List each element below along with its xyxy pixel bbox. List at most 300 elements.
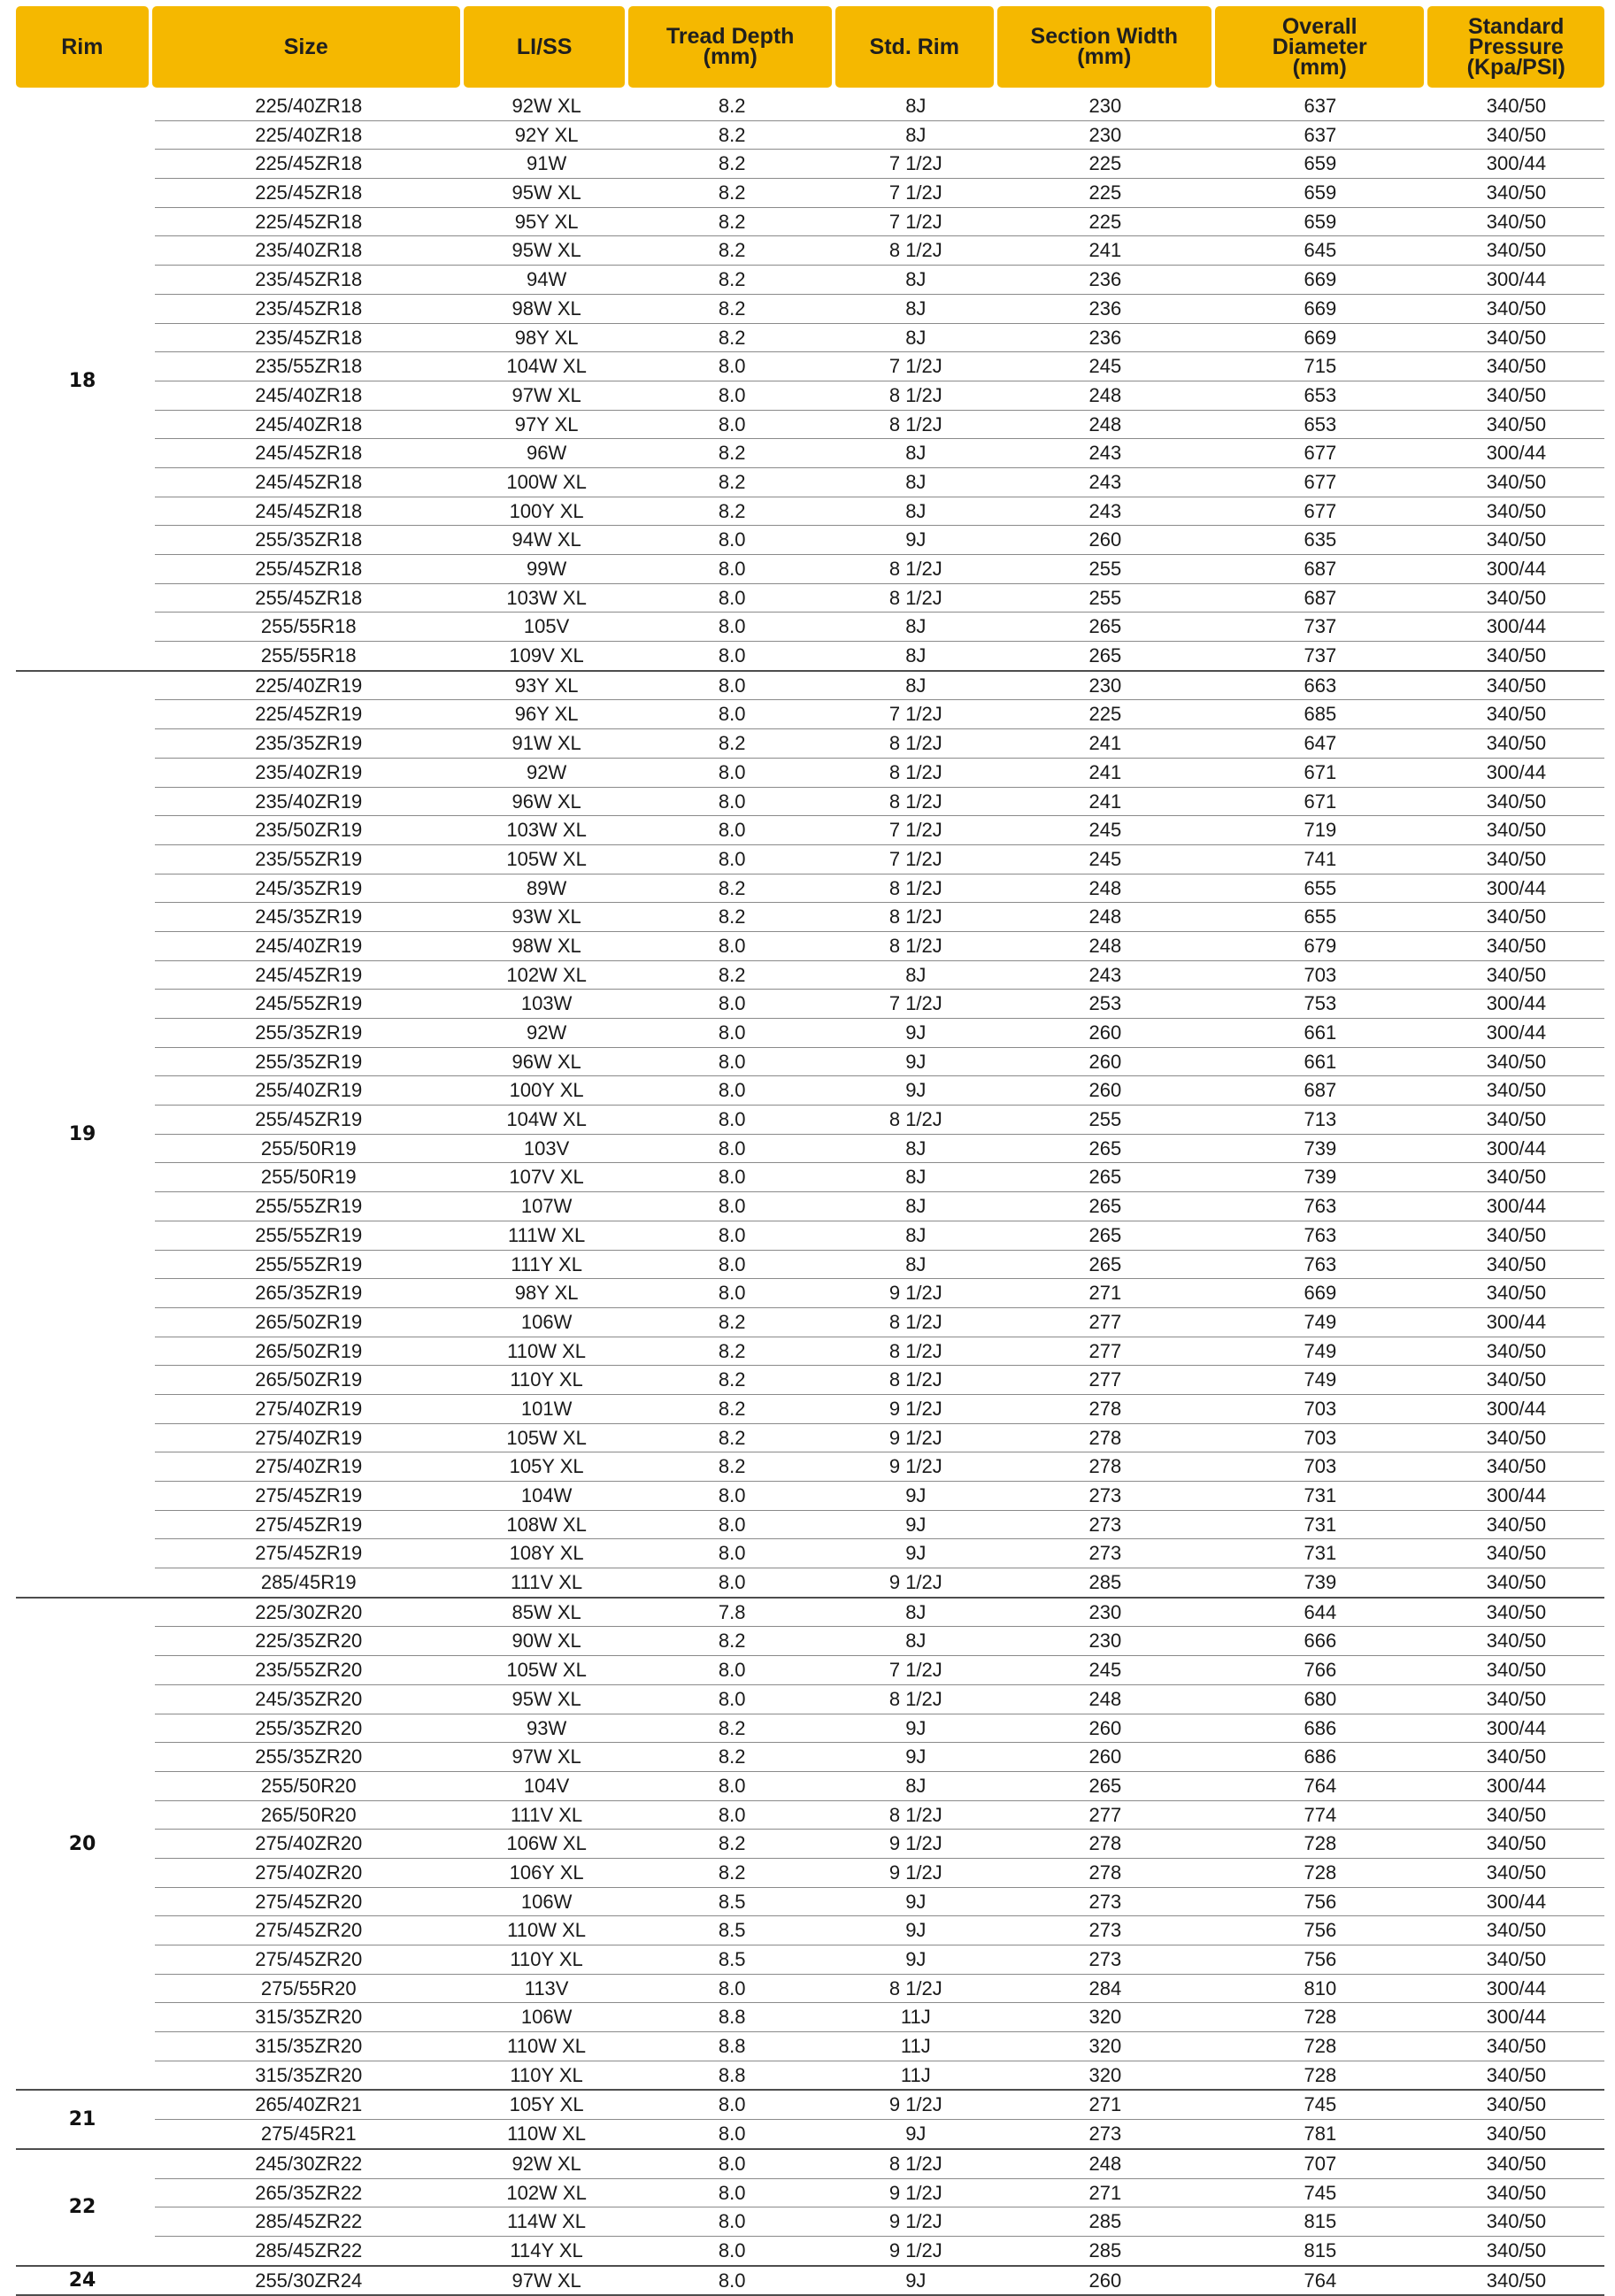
overall-diameter-cell: 669: [1304, 1282, 1337, 1305]
tread-depth-cell: 8.2: [718, 470, 746, 493]
size-cell: 245/35ZR19: [255, 905, 363, 928]
li-ss-cell: 98W XL: [511, 934, 581, 957]
section-width-cell: 277: [1088, 1803, 1122, 1826]
tread-depth-cell: 8.2: [718, 95, 746, 117]
li-ss-cell: 104W XL: [506, 355, 587, 378]
rim-label: 24: [68, 2269, 96, 2292]
overall-diameter-cell: 687: [1304, 1079, 1337, 1102]
li-ss-cell: 96Y XL: [514, 703, 579, 726]
standard-pressure-cell: 340/50: [1486, 1861, 1547, 1884]
overall-diameter-cell: 703: [1304, 963, 1337, 986]
std-rim-cell: 7 1/2J: [888, 181, 942, 204]
table-row: [155, 1627, 1604, 1656]
size-cell: 245/40ZR19: [255, 934, 363, 957]
table-row: [155, 555, 1604, 584]
li-ss-cell: 93Y XL: [514, 674, 579, 697]
size-cell: 275/45ZR19: [255, 1513, 363, 1536]
size-cell: 255/55R18: [260, 644, 357, 667]
rim-label: 19: [68, 1122, 96, 1145]
section-width-cell: 260: [1088, 1079, 1122, 1102]
li-ss-cell: 95W XL: [511, 239, 581, 262]
li-ss-cell: 104W: [520, 1484, 573, 1506]
tread-depth-cell: 8.0: [718, 790, 746, 813]
section-width-cell: 278: [1088, 1832, 1122, 1855]
std-rim-cell: 8J: [905, 1136, 927, 1160]
size-cell: 225/45ZR18: [255, 152, 363, 175]
overall-diameter-cell: 677: [1304, 442, 1337, 465]
table-row: [155, 1106, 1604, 1135]
overall-diameter-cell: 731: [1304, 1542, 1337, 1565]
table-row: [155, 845, 1604, 874]
section-width-cell: 243: [1088, 470, 1122, 493]
size-cell: 255/50R20: [260, 1774, 357, 1797]
rim-group-21: [16, 2091, 1604, 2149]
tread-depth-cell: 8.0: [718, 644, 746, 667]
tread-depth-cell: 8.2: [718, 1455, 746, 1478]
standard-pressure-cell: 340/50: [1486, 703, 1547, 726]
overall-diameter-cell: 749: [1304, 1310, 1337, 1333]
header-tread-depth: Tread Depth (mm): [628, 6, 831, 88]
overall-diameter-cell: 687: [1304, 558, 1337, 580]
std-rim-cell: 8 1/2J: [888, 558, 942, 580]
size-cell: 265/50R20: [260, 1803, 357, 1826]
size-cell: 255/35ZR18: [255, 528, 363, 551]
table-body: [16, 92, 1604, 2296]
section-width-cell: 260: [1088, 1050, 1122, 1073]
li-ss-cell: 111V XL: [511, 1803, 583, 1826]
size-cell: 265/50ZR19: [255, 1339, 363, 1362]
overall-diameter-cell: 677: [1304, 470, 1337, 493]
section-width-cell: 265: [1088, 1136, 1122, 1160]
rim-group-22: [16, 2150, 1604, 2267]
standard-pressure-cell: 340/50: [1486, 905, 1547, 928]
section-width-cell: 236: [1088, 297, 1122, 320]
section-width-cell: 230: [1088, 1600, 1122, 1623]
overall-diameter-cell: 703: [1304, 1397, 1337, 1420]
table-row: [155, 1048, 1604, 1077]
size-cell: 255/50R19: [260, 1166, 357, 1189]
tread-depth-cell: 8.2: [718, 1339, 746, 1362]
tread-depth-cell: 8.0: [718, 1513, 746, 1536]
std-rim-cell: 9J: [905, 1021, 927, 1044]
li-ss-cell: 114W XL: [507, 2210, 587, 2233]
section-width-cell: 320: [1088, 2063, 1122, 2086]
li-ss-cell: 105Y XL: [509, 1455, 584, 1478]
table-row: [155, 1975, 1604, 2004]
table-row: [155, 526, 1604, 555]
li-ss-cell: 100Y XL: [509, 1079, 584, 1102]
std-rim-cell: 8J: [905, 499, 927, 522]
li-ss-cell: 92W XL: [511, 95, 581, 117]
table-row: [155, 1135, 1604, 1164]
size-cell: 245/40ZR18: [255, 412, 363, 435]
standard-pressure-cell: 340/50: [1486, 2035, 1547, 2058]
standard-pressure-cell: 340/50: [1486, 2181, 1547, 2204]
size-cell: 275/45R21: [260, 2123, 357, 2146]
std-rim-cell: 8J: [905, 1195, 927, 1218]
section-width-cell: 273: [1088, 1919, 1122, 1942]
overall-diameter-cell: 737: [1304, 615, 1337, 638]
table-row: [155, 1482, 1604, 1511]
size-cell: 245/45ZR19: [255, 963, 363, 986]
section-width-cell: 255: [1088, 586, 1122, 609]
standard-pressure-cell: 340/50: [1486, 790, 1547, 813]
std-rim-cell: 8J: [905, 470, 927, 493]
standard-pressure-cell: 340/50: [1486, 297, 1547, 320]
std-rim-cell: 8J: [905, 326, 927, 349]
std-rim-cell: 8 1/2J: [888, 2152, 942, 2175]
standard-pressure-cell: 340/50: [1486, 355, 1547, 378]
section-width-cell: 245: [1088, 1659, 1122, 1682]
std-rim-cell: 8J: [905, 268, 927, 291]
size-cell: 275/40ZR19: [255, 1426, 363, 1449]
section-width-cell: 278: [1088, 1397, 1122, 1420]
li-ss-cell: 91W XL: [511, 732, 581, 755]
table-row: [155, 208, 1604, 237]
header-section-width: Section Width (mm): [997, 6, 1211, 88]
section-width-cell: 265: [1088, 1774, 1122, 1797]
li-ss-cell: 110W XL: [507, 1339, 587, 1362]
standard-pressure-cell: 340/50: [1486, 1426, 1547, 1449]
standard-pressure-cell: 340/50: [1486, 1339, 1547, 1362]
li-ss-cell: 110Y XL: [510, 2063, 583, 2086]
size-cell: 245/30ZR22: [255, 2152, 363, 2175]
standard-pressure-cell: 340/50: [1486, 1571, 1547, 1594]
tread-depth-cell: 8.2: [718, 499, 746, 522]
size-cell: 255/50R19: [260, 1136, 357, 1160]
overall-diameter-cell: 739: [1304, 1166, 1337, 1189]
table-row: [155, 381, 1604, 411]
table-row: [155, 2091, 1604, 2120]
table-row: [155, 439, 1604, 468]
overall-diameter-cell: 737: [1304, 644, 1337, 667]
table-row: [155, 266, 1604, 295]
li-ss-cell: 89W: [526, 876, 567, 899]
table-row: [155, 1337, 1604, 1367]
tread-depth-cell: 8.2: [718, 963, 746, 986]
std-rim-cell: 8J: [905, 644, 927, 667]
table-row: [155, 1656, 1604, 1685]
li-ss-cell: 85W XL: [511, 1600, 581, 1623]
standard-pressure-cell: 300/44: [1486, 1397, 1547, 1420]
standard-pressure-cell: 340/50: [1486, 2063, 1547, 2086]
overall-diameter-cell: 739: [1304, 1136, 1337, 1160]
std-rim-cell: 9J: [905, 1079, 927, 1102]
overall-diameter-cell: 653: [1304, 412, 1337, 435]
standard-pressure-cell: 340/50: [1486, 2152, 1547, 2175]
li-ss-cell: 95Y XL: [514, 210, 579, 233]
tread-depth-cell: 8.0: [718, 1195, 746, 1218]
section-width-cell: 278: [1088, 1455, 1122, 1478]
section-width-cell: 253: [1088, 992, 1122, 1015]
overall-diameter-cell: 749: [1304, 1339, 1337, 1362]
table-row: [155, 1308, 1604, 1337]
section-width-cell: 260: [1088, 1021, 1122, 1044]
overall-diameter-cell: 655: [1304, 876, 1337, 899]
size-cell: 235/55ZR19: [255, 847, 363, 870]
std-rim-cell: 9 1/2J: [888, 1861, 942, 1884]
overall-diameter-cell: 669: [1304, 297, 1337, 320]
std-rim-cell: 9J: [905, 1484, 927, 1506]
standard-pressure-cell: 340/50: [1486, 499, 1547, 522]
section-width-cell: 260: [1088, 528, 1122, 551]
standard-pressure-cell: 340/50: [1486, 210, 1547, 233]
overall-diameter-cell: 666: [1304, 1630, 1337, 1653]
table-row: [155, 2179, 1604, 2208]
tread-depth-cell: 8.0: [718, 1252, 746, 1275]
std-rim-cell: 8J: [905, 674, 927, 697]
tread-depth-cell: 8.0: [718, 2123, 746, 2146]
rim-group-rows: [155, 2091, 1604, 2147]
tread-depth-cell: 8.0: [718, 1571, 746, 1594]
li-ss-cell: 93W XL: [511, 905, 581, 928]
overall-diameter-cell: 719: [1304, 819, 1337, 842]
std-rim-cell: 8 1/2J: [888, 1339, 942, 1362]
size-cell: 275/40ZR20: [255, 1832, 363, 1855]
li-ss-cell: 105V: [523, 615, 570, 638]
section-width-cell: 248: [1088, 412, 1122, 435]
standard-pressure-cell: 340/50: [1486, 1108, 1547, 1131]
table-row: [155, 932, 1604, 961]
size-cell: 255/35ZR19: [255, 1050, 363, 1073]
std-rim-cell: 8 1/2J: [888, 586, 942, 609]
rim-label: 22: [68, 2196, 96, 2219]
section-width-cell: 265: [1088, 1166, 1122, 1189]
section-width-cell: 248: [1088, 383, 1122, 406]
std-rim-cell: 8J: [905, 442, 927, 465]
table-row: [155, 1801, 1604, 1830]
overall-diameter-cell: 731: [1304, 1513, 1337, 1536]
size-cell: 235/45ZR18: [255, 268, 363, 291]
size-cell: 255/35ZR19: [255, 1021, 363, 1044]
li-ss-cell: 95W XL: [511, 1687, 581, 1710]
li-ss-cell: 110W XL: [507, 2035, 587, 2058]
table-row: [155, 613, 1604, 642]
table-row: [155, 788, 1604, 817]
overall-diameter-cell: 647: [1304, 732, 1337, 755]
std-rim-cell: 9J: [905, 1542, 927, 1565]
standard-pressure-cell: 300/44: [1486, 1021, 1547, 1044]
size-cell: 245/35ZR19: [255, 876, 363, 899]
standard-pressure-cell: 340/50: [1486, 819, 1547, 842]
std-rim-cell: 8 1/2J: [888, 760, 942, 783]
size-cell: 275/45ZR20: [255, 1948, 363, 1970]
tread-depth-cell: 8.2: [718, 1310, 746, 1333]
standard-pressure-cell: 340/50: [1486, 847, 1547, 870]
tread-depth-cell: 8.8: [718, 2063, 746, 2086]
std-rim-cell: 8J: [905, 1630, 927, 1653]
std-rim-cell: 9 1/2J: [888, 1397, 942, 1420]
size-cell: 265/40ZR21: [255, 2093, 363, 2116]
standard-pressure-cell: 300/44: [1486, 1890, 1547, 1913]
standard-pressure-cell: 300/44: [1486, 442, 1547, 465]
size-cell: 315/35ZR20: [255, 2035, 363, 2058]
overall-diameter-cell: 774: [1304, 1803, 1337, 1826]
tread-depth-cell: 8.0: [718, 760, 746, 783]
li-ss-cell: 114Y XL: [510, 2238, 583, 2261]
std-rim-cell: 8 1/2J: [888, 1976, 942, 1999]
tread-depth-cell: 8.5: [718, 1948, 746, 1970]
section-width-cell: 273: [1088, 1513, 1122, 1536]
tread-depth-cell: 8.0: [718, 1976, 746, 1999]
table-row: [155, 497, 1604, 527]
standard-pressure-cell: 340/50: [1486, 1630, 1547, 1653]
tread-depth-cell: 8.0: [718, 528, 746, 551]
standard-pressure-cell: 340/50: [1486, 528, 1547, 551]
table-row: [155, 990, 1604, 1019]
li-ss-cell: 103W: [520, 992, 573, 1015]
size-cell: 245/35ZR20: [255, 1687, 363, 1710]
std-rim-cell: 8J: [905, 1166, 927, 1189]
section-width-cell: 225: [1088, 181, 1122, 204]
table-row: [155, 1539, 1604, 1568]
header-standard-pressure: Standard Pressure (Kpa/PSI): [1427, 6, 1604, 88]
std-rim-cell: 8 1/2J: [888, 412, 942, 435]
section-width-cell: 255: [1088, 1108, 1122, 1131]
tread-depth-cell: 8.0: [718, 1136, 746, 1160]
tread-depth-cell: 8.2: [718, 1745, 746, 1768]
rim-group-rows: [155, 2267, 1604, 2295]
size-cell: 285/45R19: [260, 1571, 357, 1594]
overall-diameter-cell: 763: [1304, 1252, 1337, 1275]
overall-diameter-cell: 680: [1304, 1687, 1337, 1710]
li-ss-cell: 106W XL: [506, 1832, 587, 1855]
table-row: [155, 584, 1604, 613]
std-rim-cell: 9 1/2J: [888, 2181, 942, 2204]
size-cell: 255/40ZR19: [255, 1079, 363, 1102]
standard-pressure-cell: 300/44: [1486, 268, 1547, 291]
std-rim-cell: 9J: [905, 1716, 927, 1739]
li-ss-cell: 110Y XL: [510, 1368, 583, 1391]
size-cell: 245/45ZR18: [255, 442, 363, 465]
tread-depth-cell: 8.2: [718, 1716, 746, 1739]
li-ss-cell: 111V XL: [511, 1571, 583, 1594]
tread-depth-cell: 8.2: [718, 1630, 746, 1653]
section-width-cell: 285: [1088, 2210, 1122, 2233]
tread-depth-cell: 8.2: [718, 905, 746, 928]
std-rim-cell: 8 1/2J: [888, 1368, 942, 1391]
standard-pressure-cell: 300/44: [1486, 1310, 1547, 1333]
size-cell: 265/50ZR19: [255, 1368, 363, 1391]
table-row: [155, 2061, 1604, 2090]
standard-pressure-cell: 300/44: [1486, 2006, 1547, 2029]
table-row: [155, 1859, 1604, 1888]
overall-diameter-cell: 728: [1304, 1832, 1337, 1855]
table-row: [155, 2207, 1604, 2237]
standard-pressure-cell: 340/50: [1486, 1542, 1547, 1565]
section-width-cell: 265: [1088, 1195, 1122, 1218]
section-width-cell: 265: [1088, 644, 1122, 667]
standard-pressure-cell: 340/50: [1486, 383, 1547, 406]
tread-depth-cell: 8.2: [718, 442, 746, 465]
size-cell: 225/45ZR19: [255, 703, 363, 726]
table-row: [155, 468, 1604, 497]
standard-pressure-cell: 340/50: [1486, 2093, 1547, 2116]
standard-pressure-cell: 300/44: [1486, 1195, 1547, 1218]
section-width-cell: 277: [1088, 1310, 1122, 1333]
section-width-cell: 271: [1088, 2093, 1122, 2116]
table-row: [155, 1685, 1604, 1714]
std-rim-cell: 9 1/2J: [888, 1571, 942, 1594]
li-ss-cell: 103W XL: [506, 819, 587, 842]
li-ss-cell: 97W XL: [511, 2269, 581, 2292]
overall-diameter-cell: 686: [1304, 1745, 1337, 1768]
size-cell: 255/35ZR20: [255, 1745, 363, 1768]
section-width-cell: 278: [1088, 1861, 1122, 1884]
standard-pressure-cell: 340/50: [1486, 732, 1547, 755]
section-width-cell: 245: [1088, 819, 1122, 842]
tread-depth-cell: 8.0: [718, 674, 746, 697]
standard-pressure-cell: 300/44: [1486, 558, 1547, 580]
section-width-cell: 260: [1088, 2269, 1122, 2292]
std-rim-cell: 8 1/2J: [888, 1310, 942, 1333]
li-ss-cell: 98W XL: [511, 297, 581, 320]
li-ss-cell: 94W XL: [511, 528, 581, 551]
section-width-cell: 273: [1088, 1890, 1122, 1913]
overall-diameter-cell: 728: [1304, 1861, 1337, 1884]
size-cell: 255/55ZR19: [255, 1252, 363, 1275]
size-cell: 315/35ZR20: [255, 2006, 363, 2029]
tread-depth-cell: 8.0: [718, 2269, 746, 2292]
size-cell: 255/55R18: [260, 615, 357, 638]
std-rim-cell: 7 1/2J: [888, 1659, 942, 1682]
section-width-cell: 245: [1088, 847, 1122, 870]
std-rim-cell: 8J: [905, 297, 927, 320]
std-rim-cell: 7 1/2J: [888, 819, 942, 842]
size-cell: 275/40ZR19: [255, 1397, 363, 1420]
overall-diameter-cell: 745: [1304, 2093, 1337, 2116]
table-row: [155, 1511, 1604, 1540]
table-row: [155, 1830, 1604, 1859]
li-ss-cell: 113V: [524, 1976, 569, 1999]
tread-depth-cell: 7.8: [718, 1600, 746, 1623]
standard-pressure-cell: 340/50: [1486, 1166, 1547, 1189]
overall-diameter-cell: 815: [1304, 2210, 1337, 2233]
std-rim-cell: 9J: [905, 1948, 927, 1970]
size-cell: 235/45ZR18: [255, 326, 363, 349]
tread-depth-cell: 8.0: [718, 1050, 746, 1073]
standard-pressure-cell: 340/50: [1486, 95, 1547, 117]
header-rim: Rim: [16, 6, 149, 88]
tread-depth-cell: 8.5: [718, 1919, 746, 1942]
standard-pressure-cell: 340/50: [1486, 1223, 1547, 1246]
tire-spec-table: [16, 6, 1604, 2296]
li-ss-cell: 103W XL: [506, 586, 587, 609]
standard-pressure-cell: 340/50: [1486, 2238, 1547, 2261]
standard-pressure-cell: 340/50: [1486, 1050, 1547, 1073]
li-ss-cell: 96W XL: [511, 790, 581, 813]
overall-diameter-cell: 763: [1304, 1223, 1337, 1246]
size-cell: 235/40ZR19: [255, 760, 363, 783]
table-row: [155, 2267, 1604, 2295]
rim-group-rows: [155, 672, 1604, 1597]
table-row: [155, 2003, 1604, 2032]
size-cell: 265/35ZR19: [255, 1282, 363, 1305]
standard-pressure-cell: 340/50: [1486, 1513, 1547, 1536]
tread-depth-cell: 8.5: [718, 1890, 746, 1913]
table-row: [155, 1019, 1604, 1048]
table-row: [155, 121, 1604, 150]
li-ss-cell: 110Y XL: [510, 1948, 583, 1970]
tread-depth-cell: 8.2: [718, 1832, 746, 1855]
rim-group-20: [16, 1599, 1604, 2092]
li-ss-cell: 105W XL: [506, 1426, 587, 1449]
section-width-cell: 245: [1088, 355, 1122, 378]
overall-diameter-cell: 671: [1304, 790, 1337, 813]
size-cell: 255/30ZR24: [255, 2269, 363, 2292]
standard-pressure-cell: 340/50: [1486, 644, 1547, 667]
standard-pressure-cell: 340/50: [1486, 239, 1547, 262]
